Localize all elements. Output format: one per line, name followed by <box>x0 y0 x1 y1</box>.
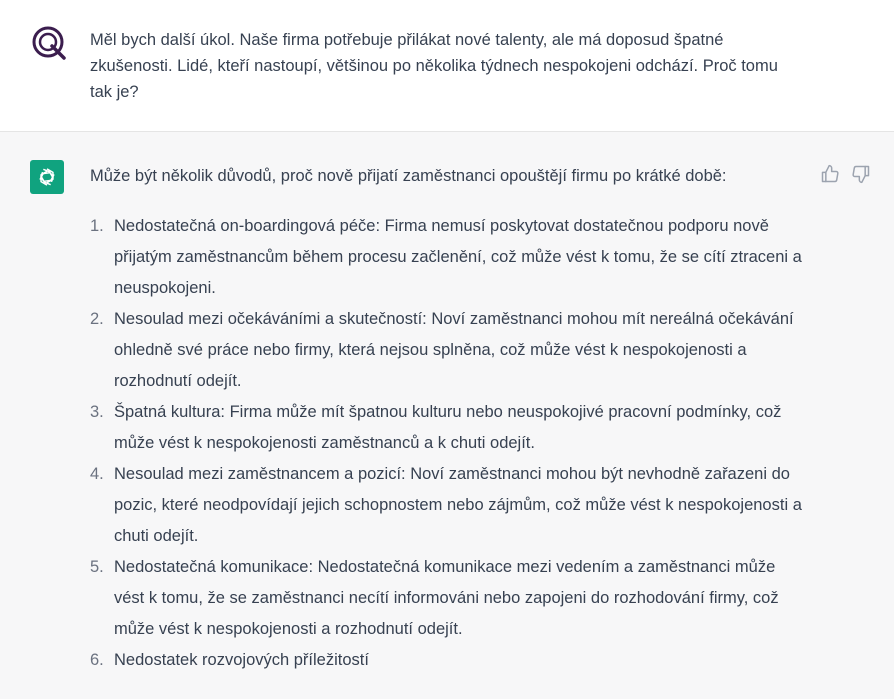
list-item <box>90 552 810 645</box>
answer-list <box>90 211 810 676</box>
list-item <box>90 304 810 397</box>
thumbs-up-icon[interactable] <box>820 164 840 184</box>
list-item-text: Nedostatečná on-boardingová péče: Firma nemusí poskytovat dostatečnou podporu nově přijatým zaměstnancům během procesu začlenění, což může vést k tomu, že se cítí ztraceni a neuspokojeni. <box>114 217 802 297</box>
list-item <box>90 211 810 304</box>
list-item <box>90 645 810 676</box>
list-item-text: Nedostatek rozvojových příležitostí <box>114 651 369 669</box>
list-item-text: Nesoulad mezi očekáváními a skutečností: Noví zaměstnanci mohou mít nereálná očekávání ohledně své práce nebo firmy, která nejsou splněna, což může vést k nespokojenosti a rozhodnutí odejít. <box>114 310 794 390</box>
list-item <box>90 459 810 552</box>
list-item-number: 5. <box>90 558 104 576</box>
list-item-number: 6. <box>90 651 104 669</box>
list-item-number: 2. <box>90 310 104 328</box>
user-message-row <box>0 0 894 132</box>
list-item-text: Špatná kultura: Firma může mít špatnou kulturu nebo neuspokojivé pracovní podmínky, což může vést k nespokojenosti zaměstnanců a k chuti odejít. <box>114 403 782 452</box>
user-message-text: Měl bych další úkol. Naše firma potřebuje přilákat nové talenty, ale má doposud špatné zkušenosti. Lidé, kteří nastoupí, většinou po několika týdnech nespokojeni odchází. Proč tomu tak je? <box>90 31 778 101</box>
list-item-text: Nesoulad mezi zaměstnancem a pozicí: Noví zaměstnanci mohou být nevhodně zařazeni do pozic, které neodpovídají jejich schopnostem nebo zájmům, což může vést k nespokojenosti a chuti odejít. <box>114 465 802 545</box>
list-item-number: 3. <box>90 403 104 421</box>
assistant-intro-text: Může být několik důvodů, proč nově přijatí zaměstnanci opouštějí firmu po krátké době: <box>90 167 727 185</box>
list-item-number: 1. <box>90 217 104 235</box>
list-item-number: 4. <box>90 465 104 483</box>
openai-logo-icon <box>30 160 64 194</box>
list-item-text: Nedostatečná komunikace: Nedostatečná komunikace mezi vedením a zaměstnanci může vést k tomu, že se zaměstnanci necítí informováni nebo zapojeni do rozhodování firmy, což může vést k nespokojenosti a rozhodnutí odejít. <box>114 558 779 638</box>
q-logo-icon <box>30 24 68 62</box>
thumbs-down-icon[interactable] <box>851 164 871 184</box>
list-item <box>90 397 810 459</box>
assistant-message-row <box>0 132 894 699</box>
